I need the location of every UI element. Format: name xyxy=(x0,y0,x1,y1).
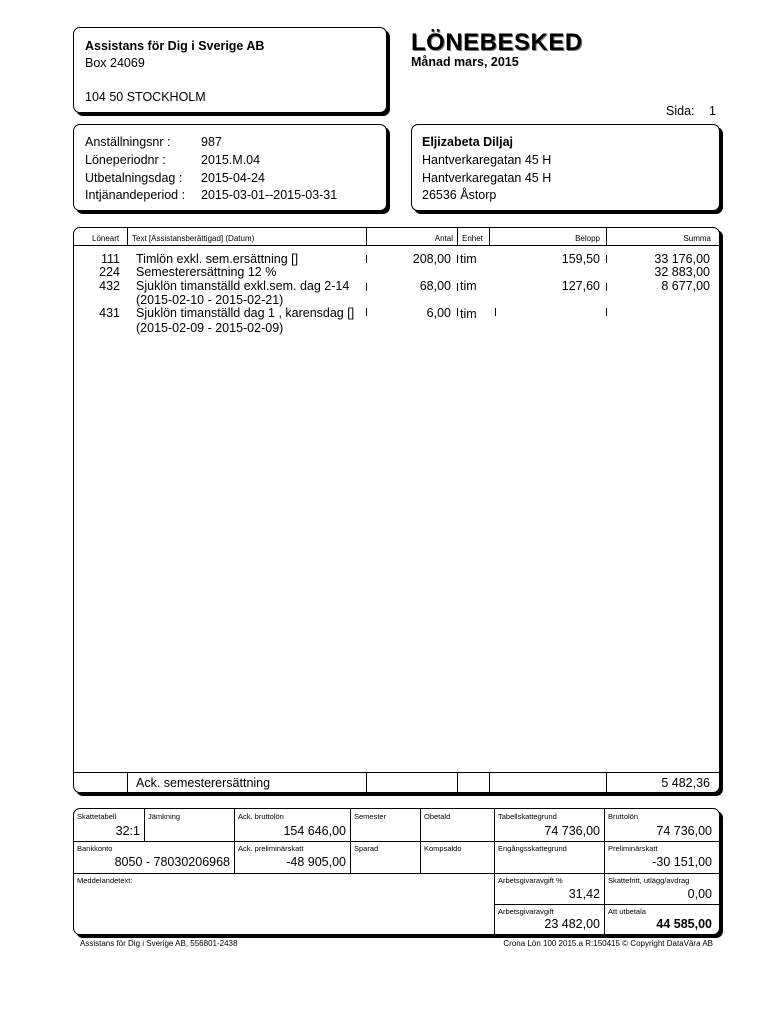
employment-value: 2015-03-01--2015-03-31 xyxy=(201,188,338,202)
employment-label: Löneperiodnr : xyxy=(85,153,166,167)
row-text: Semesterersättning 12 % xyxy=(136,265,277,279)
employer-city: 104 50 STOCKHOLM xyxy=(85,90,206,104)
employment-value: 2015-04-24 xyxy=(201,171,265,185)
row-code: 432 xyxy=(99,279,120,293)
row-text-dates: (2015-02-09 - 2015-02-09) xyxy=(136,321,284,335)
ack-prelim-value: -48 905,00 xyxy=(286,855,346,869)
col-header-qty: Antal xyxy=(434,234,453,243)
row-amount: 159,50 xyxy=(561,252,600,266)
col-header-sum: Summa xyxy=(683,234,711,243)
employment-label: Anställningsnr : xyxy=(85,135,171,149)
row-text-dates: (2015-02-10 - 2015-02-21) xyxy=(136,293,284,307)
summary-grid xyxy=(73,808,720,935)
tabellskattegrund-label: Tabellskattegrund xyxy=(498,812,557,821)
ack-brutto-value: 154 646,00 xyxy=(283,824,346,838)
bankkonto-label: Bankkonto xyxy=(77,844,113,853)
ack-semester-label: Ack. semesterersättning xyxy=(136,776,271,790)
employer-box-address: Box 24069 xyxy=(85,56,145,70)
arbgivavgift-pct-value: 31,42 xyxy=(568,887,600,901)
pay-lines-table xyxy=(73,227,720,793)
bruttolon-label: Bruttolön xyxy=(608,812,639,821)
row-code: 111 xyxy=(100,252,120,266)
sparad-label: Sparad xyxy=(354,844,379,853)
ack-semester-sum: 5 482,36 xyxy=(661,776,710,790)
row-unit: tim xyxy=(460,252,477,266)
att-utbetala-value: 44 585,00 xyxy=(656,917,712,931)
meddelande-label: Meddelandetext: xyxy=(77,876,133,885)
row-text: Sjuklön timanställd dag 1 , karensdag [] xyxy=(136,306,355,320)
arbgivavgift-label: Arbetsgivaravgift xyxy=(498,907,554,916)
row-amount: 127,60 xyxy=(561,279,600,293)
ack-prelim-label: Ack. preliminärskatt xyxy=(238,844,304,853)
footer-company: Assistans för Dig i Sverige AB, 556801-2438 xyxy=(80,939,238,948)
employee-box xyxy=(411,124,720,211)
col-header-code: Löneart xyxy=(92,234,120,243)
page-label: Sida: xyxy=(666,104,695,118)
col-header-amount: Belopp xyxy=(575,234,600,243)
skattetabell-value: 32:1 xyxy=(115,824,140,838)
row-text: Timlön exkl. sem.ersättning [] xyxy=(136,252,299,266)
att-utbetala-label: Att utbetala xyxy=(608,907,646,916)
bruttolon-value: 74 736,00 xyxy=(656,824,712,838)
preliminarskatt-value: -30 151,00 xyxy=(652,855,712,869)
employer-name: Assistans för Dig i Sverige AB xyxy=(85,39,265,53)
row-qty: 208,00 xyxy=(412,252,451,266)
row-sum: 8 677,00 xyxy=(661,279,710,293)
bankkonto-value: 8050 - 78030206968 xyxy=(114,855,230,869)
row-qty: 6,00 xyxy=(426,306,451,320)
employee-postal: 26536 Åstorp xyxy=(422,188,497,202)
pay-month: Månad mars, 2015 xyxy=(411,55,519,69)
jamkning-label: Jämkning xyxy=(148,812,181,821)
kompsaldo-label: Kompsaldo xyxy=(424,844,462,853)
row-qty: 68,00 xyxy=(419,279,451,293)
employment-label: Utbetalningsdag : xyxy=(85,171,183,185)
employee-name: Eljizabeta Diljaj xyxy=(422,135,514,149)
arbgivavgift-pct-label: Arbetsgivaravgift % xyxy=(498,876,563,885)
row-unit: tim xyxy=(460,307,477,321)
skattefritt-label: Skattefritt, utlägg/avdrag xyxy=(608,876,690,885)
col-header-text: Text [Assistansberättigad] (Datum) xyxy=(132,234,255,243)
obetald-label: Obetald xyxy=(424,812,451,821)
footer-software: Crona Lön 100 2015.a R:150415 © Copyright DataVära AB xyxy=(503,939,713,948)
semester-label: Semester xyxy=(354,812,387,821)
engangsskattegrund-label: Engångsskattegrund xyxy=(498,844,567,853)
arbgivavgift-value: 23 482,00 xyxy=(544,917,600,931)
row-unit: tim xyxy=(460,279,477,293)
skattefritt-value: 0,00 xyxy=(687,887,712,901)
page-number: 1 xyxy=(709,104,716,118)
employee-address: Hantverkaregatan 45 H xyxy=(422,153,552,167)
employment-value: 987 xyxy=(201,135,222,149)
preliminarskatt-label: Preliminärskatt xyxy=(608,844,658,853)
row-text: Sjuklön timanställd exkl.sem. dag 2-14 xyxy=(136,279,350,293)
row-code: 431 xyxy=(99,306,120,320)
row-code: 224 xyxy=(99,265,120,279)
tabellskattegrund-value: 74 736,00 xyxy=(544,824,600,838)
employment-box xyxy=(73,124,387,211)
row-sum: 32 883,00 xyxy=(654,265,710,279)
col-header-unit: Enhet xyxy=(462,234,483,243)
skattetabell-label: Skattetabell xyxy=(77,812,117,821)
employee-address: Hantverkaregatan 45 H xyxy=(422,171,552,185)
document-title: LÖNEBESKED xyxy=(411,29,583,56)
employment-value: 2015.M.04 xyxy=(201,153,261,167)
employment-label: Intjänandeperiod : xyxy=(85,188,186,202)
ack-brutto-label: Ack. bruttolön xyxy=(238,812,284,821)
employer-box xyxy=(73,27,387,113)
row-sum: 33 176,00 xyxy=(654,252,710,266)
